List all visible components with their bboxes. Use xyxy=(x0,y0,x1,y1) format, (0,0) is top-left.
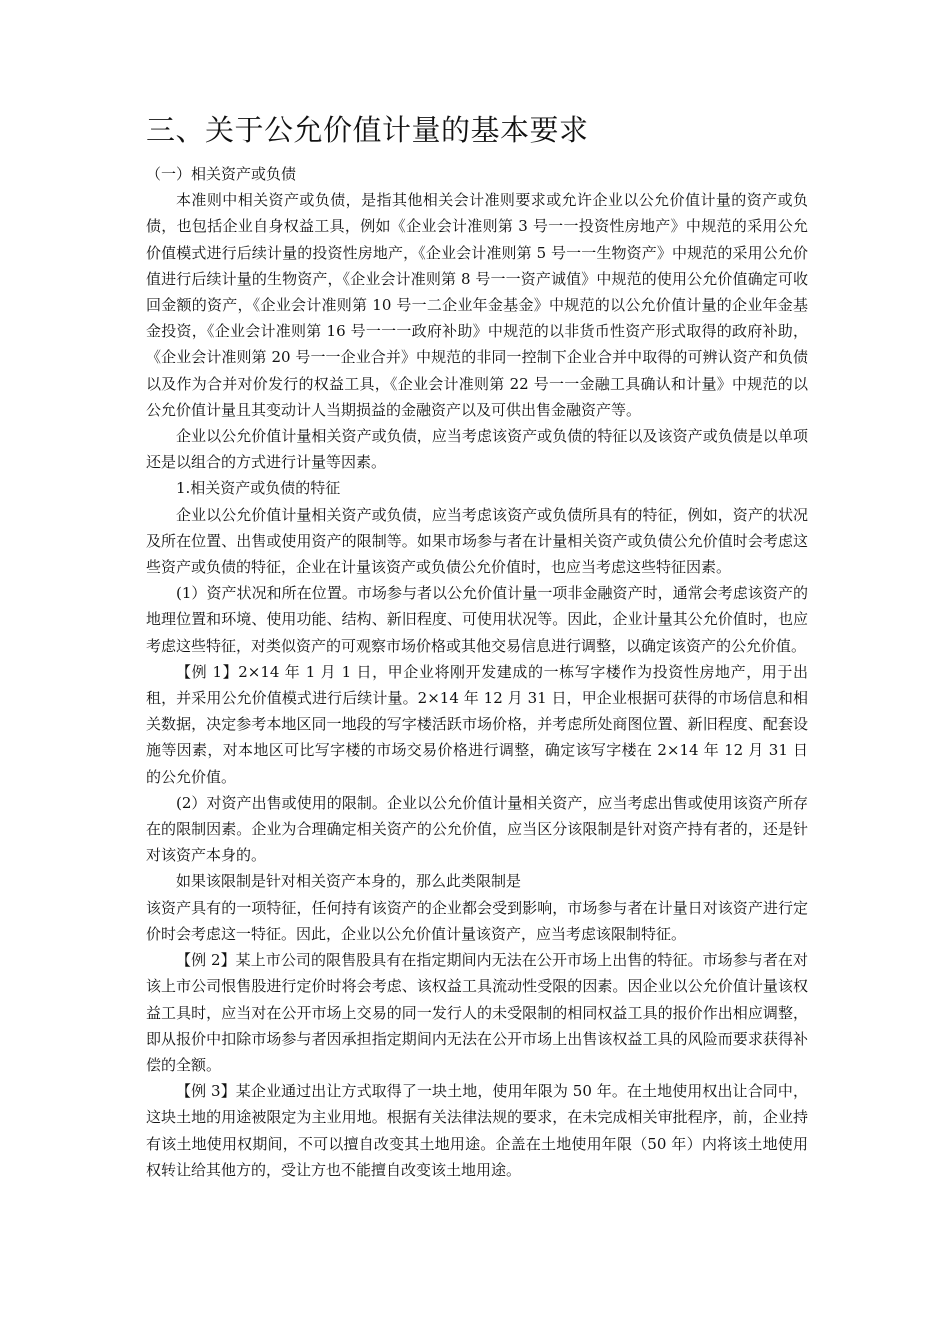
section-heading: （一）相关资产或负债 xyxy=(146,165,297,183)
document-body xyxy=(146,161,808,1183)
paragraph-condition-location: (1）资产状况和所在位置。市场参与者以公允价值计量一项非金融资产时，通常会考虑该资产的地理位置和环境、使用功能、结构、新旧程度、可使用状况等。因此，企业计量其公允价值时，也应考虑这些特征，对类似资产的可观察市场价格或其他交易信息进行调整，以确定该资产的公允价值。 xyxy=(146,584,808,655)
paragraph-restrictions: (2）对资产出售或使用的限制。企业以公允价值计量相关资产，应当考虑出售或使用该资产所存在的限制因素。企业为合理确定相关资产的公允价值，应当区分该限制是针对资产持有者的，还是针对该资产本身的。 xyxy=(146,793,808,865)
paragraph-restriction-continued: 该资产具有的一项特征，任何持有该资产的企业都会受到影响，市场参与者在计量日对该资产进行定价时会考虑这一特征。因此，企业以公允价值计量该资产，应当考虑该限制特征。 xyxy=(146,898,808,943)
example-3: 【例 3】某企业通过出让方式取得了一块土地，使用年限为 50 年。在土地使用权出让合同中，这块土地的用途被限定为主业用地。根据有关法律法规的要求，在未完成相关审批程序，前，企业持有该土地使用权期间，不可以擅自改变其土地用途。企盖在土地使用年限（50 年）内将该土地使用权转让给其他方的，受让方也不能擅自改变该土地用途。 xyxy=(146,1082,808,1179)
example-2: 【例 2】某上市公司的限售股具有在指定期间内无法在公开市场上出售的特征。市场参与者在对该上市公司恨售股进行定价时将会考虑、该权益工具流动性受限的因素。因企业以公允价值计量该权益工具时，应当对在公开市场上交易的同一发行人的未受限制的相同权益工具的报价作出相应调整，即从报价中扣除市场参与者因承担指定期间内无法在公开市场上出售该权益工具的风险而要求获得补偿的全额。 xyxy=(146,951,808,1074)
paragraph-characteristics: 企业以公允价值计量相关资产或负债，应当考虑该资产或负债所具有的特征，例如，资产的状况及所在位置、出售或使用资产的限制等。如果市场参与者在计量相关资产或负债公允价值时会考虑这些资产或负债的特征，企业在计量该资产或负债公允价值时，也应当考虑这些特征因素。 xyxy=(146,505,808,577)
example-1: 【例 1】2×14 年 1 月 1 日，甲企业将刚开发建成的一栋写字楼作为投资性房地产，用于出租，并采用公允价值模式进行后续计量。2×14 年 12 月 31 日，甲企业根据可获得的市场信息和相关数据，决定参考本地区同一地段的写字楼活跃市场价格，并考虑所处商图位置、新旧程度、配套设施等因素，对本地区可比写字楼的市场交易价格进行调整，确定该写字楼在 2×14 年 12 月 31 日的公允价值。 xyxy=(146,662,808,786)
page-title: 三、关于公允价值计量的基本要求 xyxy=(146,113,589,147)
subsection-heading: 1.相关资产或负债的特征 xyxy=(176,479,341,498)
paragraph-restriction-asset: 如果该限制是针对相关资产本身的，那么此类限制是 xyxy=(176,872,522,891)
paragraph-considerations: 企业以公允价值计量相关资产或负债，应当考虑该资产或负债的特征以及该资产或负债是以单项还是以组合的方式进行计量等因素。 xyxy=(146,427,808,472)
paragraph-definition: 本准则中相关资产或负债，是指其他相关会计准则要求或允许企业以公允价值计量的资产或负债，也包括企业自身权益工具，例如《企业会计准则第 3 号一一投资性房地产》中规范的采用公允价值模式进行后续计量的投资性房地产，《企业会计准则第 5 号一一生物资产》中规范的采用公允价值进行后续计量的生物资产，《企业会计准则第 8 号一一资产诚值》中规范的使用公允价值确定可收回金额的资产，《企业会计准则第 10 号一二企业年金基金》中规范的以公允价值计量的企业年金基金投资，《企业会计准则第 16 号一一一政府补助》中规范的以非货币性资产形式取得的政府补助，《企业会计准则第 20 号一一企业合并》中规范的非同一控制下企业合并中取得的可辨认资产和负债以及作为合并对价发行的权益工具，《企业会计准则第 22 号一一金融工具确认和计量》中规范的以公允价值计量且其变动计人当期损益的金融资产以及可供出售金融资产等。 xyxy=(146,191,808,419)
